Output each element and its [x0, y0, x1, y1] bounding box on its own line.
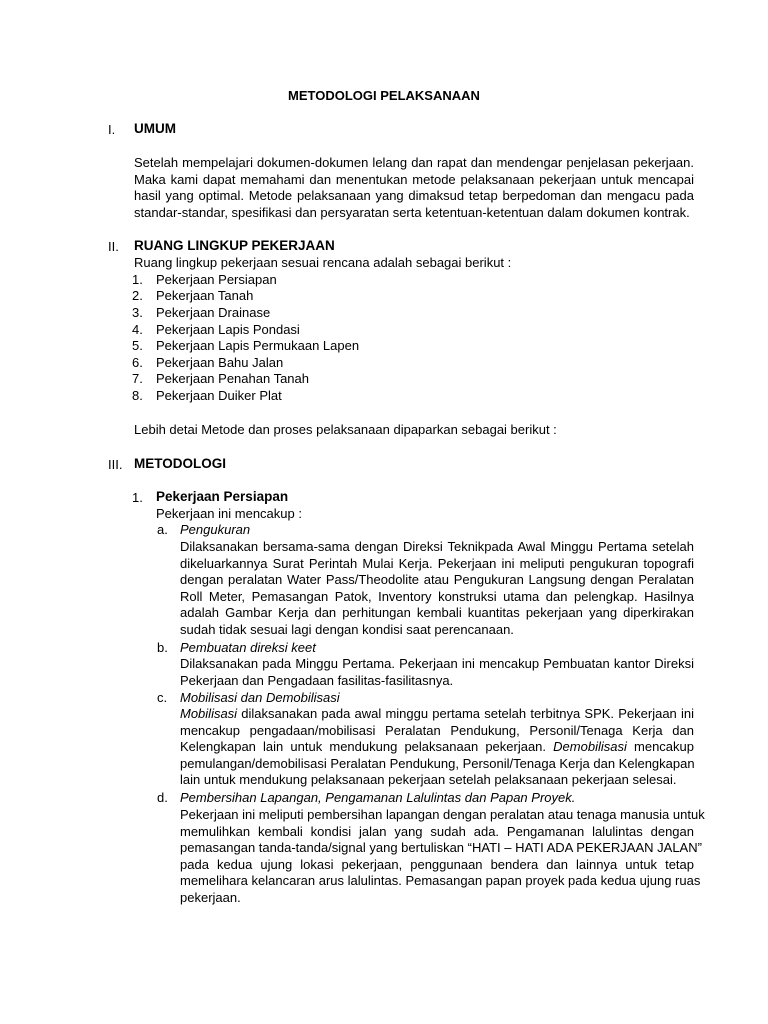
- section-2-heading: RUANG LINGKUP PEKERJAAN: [134, 238, 335, 253]
- italic-term: Demobilisasi: [553, 739, 627, 755]
- paragraph-line: Maka kami dapat memahami dan menentukan metode pelaksanaan pekerjaan untuk mencapai: [134, 171, 694, 187]
- paragraph-line: adalah Gambar Kerja dan perhitungan kembali kuantitas pekerjaan yang diperkirakan: [180, 605, 694, 621]
- section-2-intro: Ruang lingkup pekerjaan sesuai rencana adalah sebagai berikut :: [134, 255, 512, 270]
- section-2-number: II.: [108, 239, 119, 254]
- italic-term: Mobilisasi: [180, 706, 238, 721]
- list-item: Pekerjaan Bahu Jalan: [156, 355, 284, 370]
- subsection-1-heading: Pekerjaan Persiapan: [156, 489, 289, 504]
- item-b-body: [180, 656, 694, 689]
- section-1-heading: UMUM: [134, 121, 176, 136]
- paragraph-line: Dilaksanakan pada Minggu Pertama. Pekerjaan ini mencakup Pembuatan kantor Direksi: [180, 656, 694, 671]
- page-title: METODOLOGI PELAKSANAAN: [288, 88, 480, 103]
- paragraph-line: mencakup pengadaan/mobilisasi Peralatan Pendukung, Personil/Tenaga Kerja dan: [180, 722, 694, 738]
- subsection-1-number: 1.: [132, 490, 143, 505]
- paragraph-line: Setelah mempelajari dokumen-dokumen lelang dan rapat dan mendengar penjelasan pekerjaan.: [134, 155, 694, 170]
- list-item: Pekerjaan Lapis Pondasi: [156, 322, 300, 337]
- item-d-title: Pembersihan Lapangan, Pengamanan Lalulintas dan Papan Proyek.: [180, 790, 576, 805]
- item-a-body: [180, 539, 694, 639]
- section-1-number: I.: [108, 122, 116, 137]
- text-run: Kelengkapan lain untuk mendukung pelaksanaan pekerjaan.: [180, 739, 554, 755]
- item-c-letter: c.: [157, 690, 168, 705]
- paragraph-line: [180, 706, 694, 723]
- paragraph-line: sudah tidak sesuai lagi dengan kondisi saat perencanaan.: [180, 621, 514, 637]
- item-c-title: Mobilisasi dan Demobilisasi: [180, 690, 340, 705]
- paragraph-line: lain untuk mendukung pelaksanaan pekerjaan setelah pelaksanaan pekerjaan selesai.: [180, 772, 677, 788]
- list-item: Pekerjaan Persiapan: [156, 272, 277, 287]
- list-item: Pekerjaan Lapis Permukaan Lapen: [156, 338, 360, 353]
- paragraph-line: pemulangan/demobilisasi Peralatan Pendukung, Personil/Tenaga Kerja dan Kelengkapan: [180, 755, 695, 771]
- paragraph-line: Pekerjaan ini meliputi pembersihan lapangan dengan peralatan atau tenaga manusia untuk: [180, 807, 705, 822]
- paragraph-line: memelihara kelancaran arus lalulintas. Pemasangan papan proyek pada kedua ujung ruas: [180, 873, 701, 889]
- item-c-body: [180, 706, 694, 789]
- paragraph-line: hasil yang optimal. Metode pelaksanaan yang dimaksud tetap berpedoman dan mengacu pada: [134, 188, 694, 204]
- item-b-title: Pembuatan direksi keet: [180, 640, 316, 655]
- section-3-number: III.: [108, 457, 123, 472]
- subsection-1-intro: Pekerjaan ini mencakup :: [156, 506, 302, 521]
- list-item: Pekerjaan Duiker Plat: [156, 388, 282, 403]
- section-3-heading: METODOLOGI: [134, 456, 227, 471]
- list-item-number: 8.: [132, 388, 143, 403]
- list-item-number: 1.: [132, 272, 143, 287]
- paragraph-line: dikeluarkannya Surat Perintah Mulai Kerja. Pekerjaan ini meliputi pengukuran topografi: [180, 555, 694, 571]
- paragraph-line: dengan peralatan Water Pass/Theodolite atau Pengukuran Langsung dengan Peralatan: [180, 572, 694, 588]
- paragraph-line: pekerjaan.: [180, 889, 241, 905]
- paragraph-line: Pekerjaan dan Pengadaan fasilitas-fasilitasnya.: [180, 672, 454, 688]
- paragraph-line: pada kedua ujung lokasi pekerjaan, penggunaan bendera dan lainnya untuk tetap: [180, 856, 694, 872]
- list-item-number: 5.: [132, 338, 143, 353]
- paragraph-line: Dilaksanakan bersama-sama dengan Direksi Teknikpada Awal Minggu Pertama setelah: [180, 539, 694, 554]
- paragraph-line: pemasangan tanda-tanda/signal yang bertuliskan “HATI – HATI ADA PEKERJAAN JALAN”: [180, 840, 702, 856]
- item-a-letter: a.: [157, 522, 168, 537]
- paragraph-line: standar-standar, spesifikasi dan persyaratan serta ketentuan-ketentuan dalam dokumen kontrak.: [134, 204, 690, 220]
- paragraph-line: memulihkan kembali kondisi jalan yang sudah ada. Pengamanan lalulintas dengan: [180, 823, 694, 839]
- section-2-outro: Lebih detai Metode dan proses pelaksanaan dipaparkan sebagai berikut :: [134, 422, 557, 437]
- list-item: Pekerjaan Tanah: [156, 288, 254, 303]
- item-d-letter: d.: [157, 790, 168, 805]
- item-a-title: Pengukuran: [180, 522, 251, 537]
- list-item: Pekerjaan Drainase: [156, 305, 271, 320]
- list-item: Pekerjaan Penahan Tanah: [156, 371, 309, 386]
- paragraph-line: Roll Meter, Pemasangan Patok, Inventory konstruksi utama dan pelengkap. Hasilnya: [180, 588, 694, 604]
- list-item-number: 2.: [132, 288, 143, 303]
- text-run: mencakup: [626, 739, 694, 755]
- item-b-letter: b.: [157, 640, 168, 655]
- list-item-number: 7.: [132, 371, 143, 386]
- paragraph-line: [180, 739, 694, 756]
- section-1-paragraph: [134, 155, 694, 221]
- list-item-number: 3.: [132, 305, 143, 320]
- text-run: dilaksanakan pada awal minggu pertama setelah terbitnya SPK. Pekerjaan ini: [237, 706, 694, 721]
- item-d-body: [180, 807, 705, 907]
- list-item-number: 6.: [132, 355, 143, 370]
- list-item-number: 4.: [132, 322, 143, 337]
